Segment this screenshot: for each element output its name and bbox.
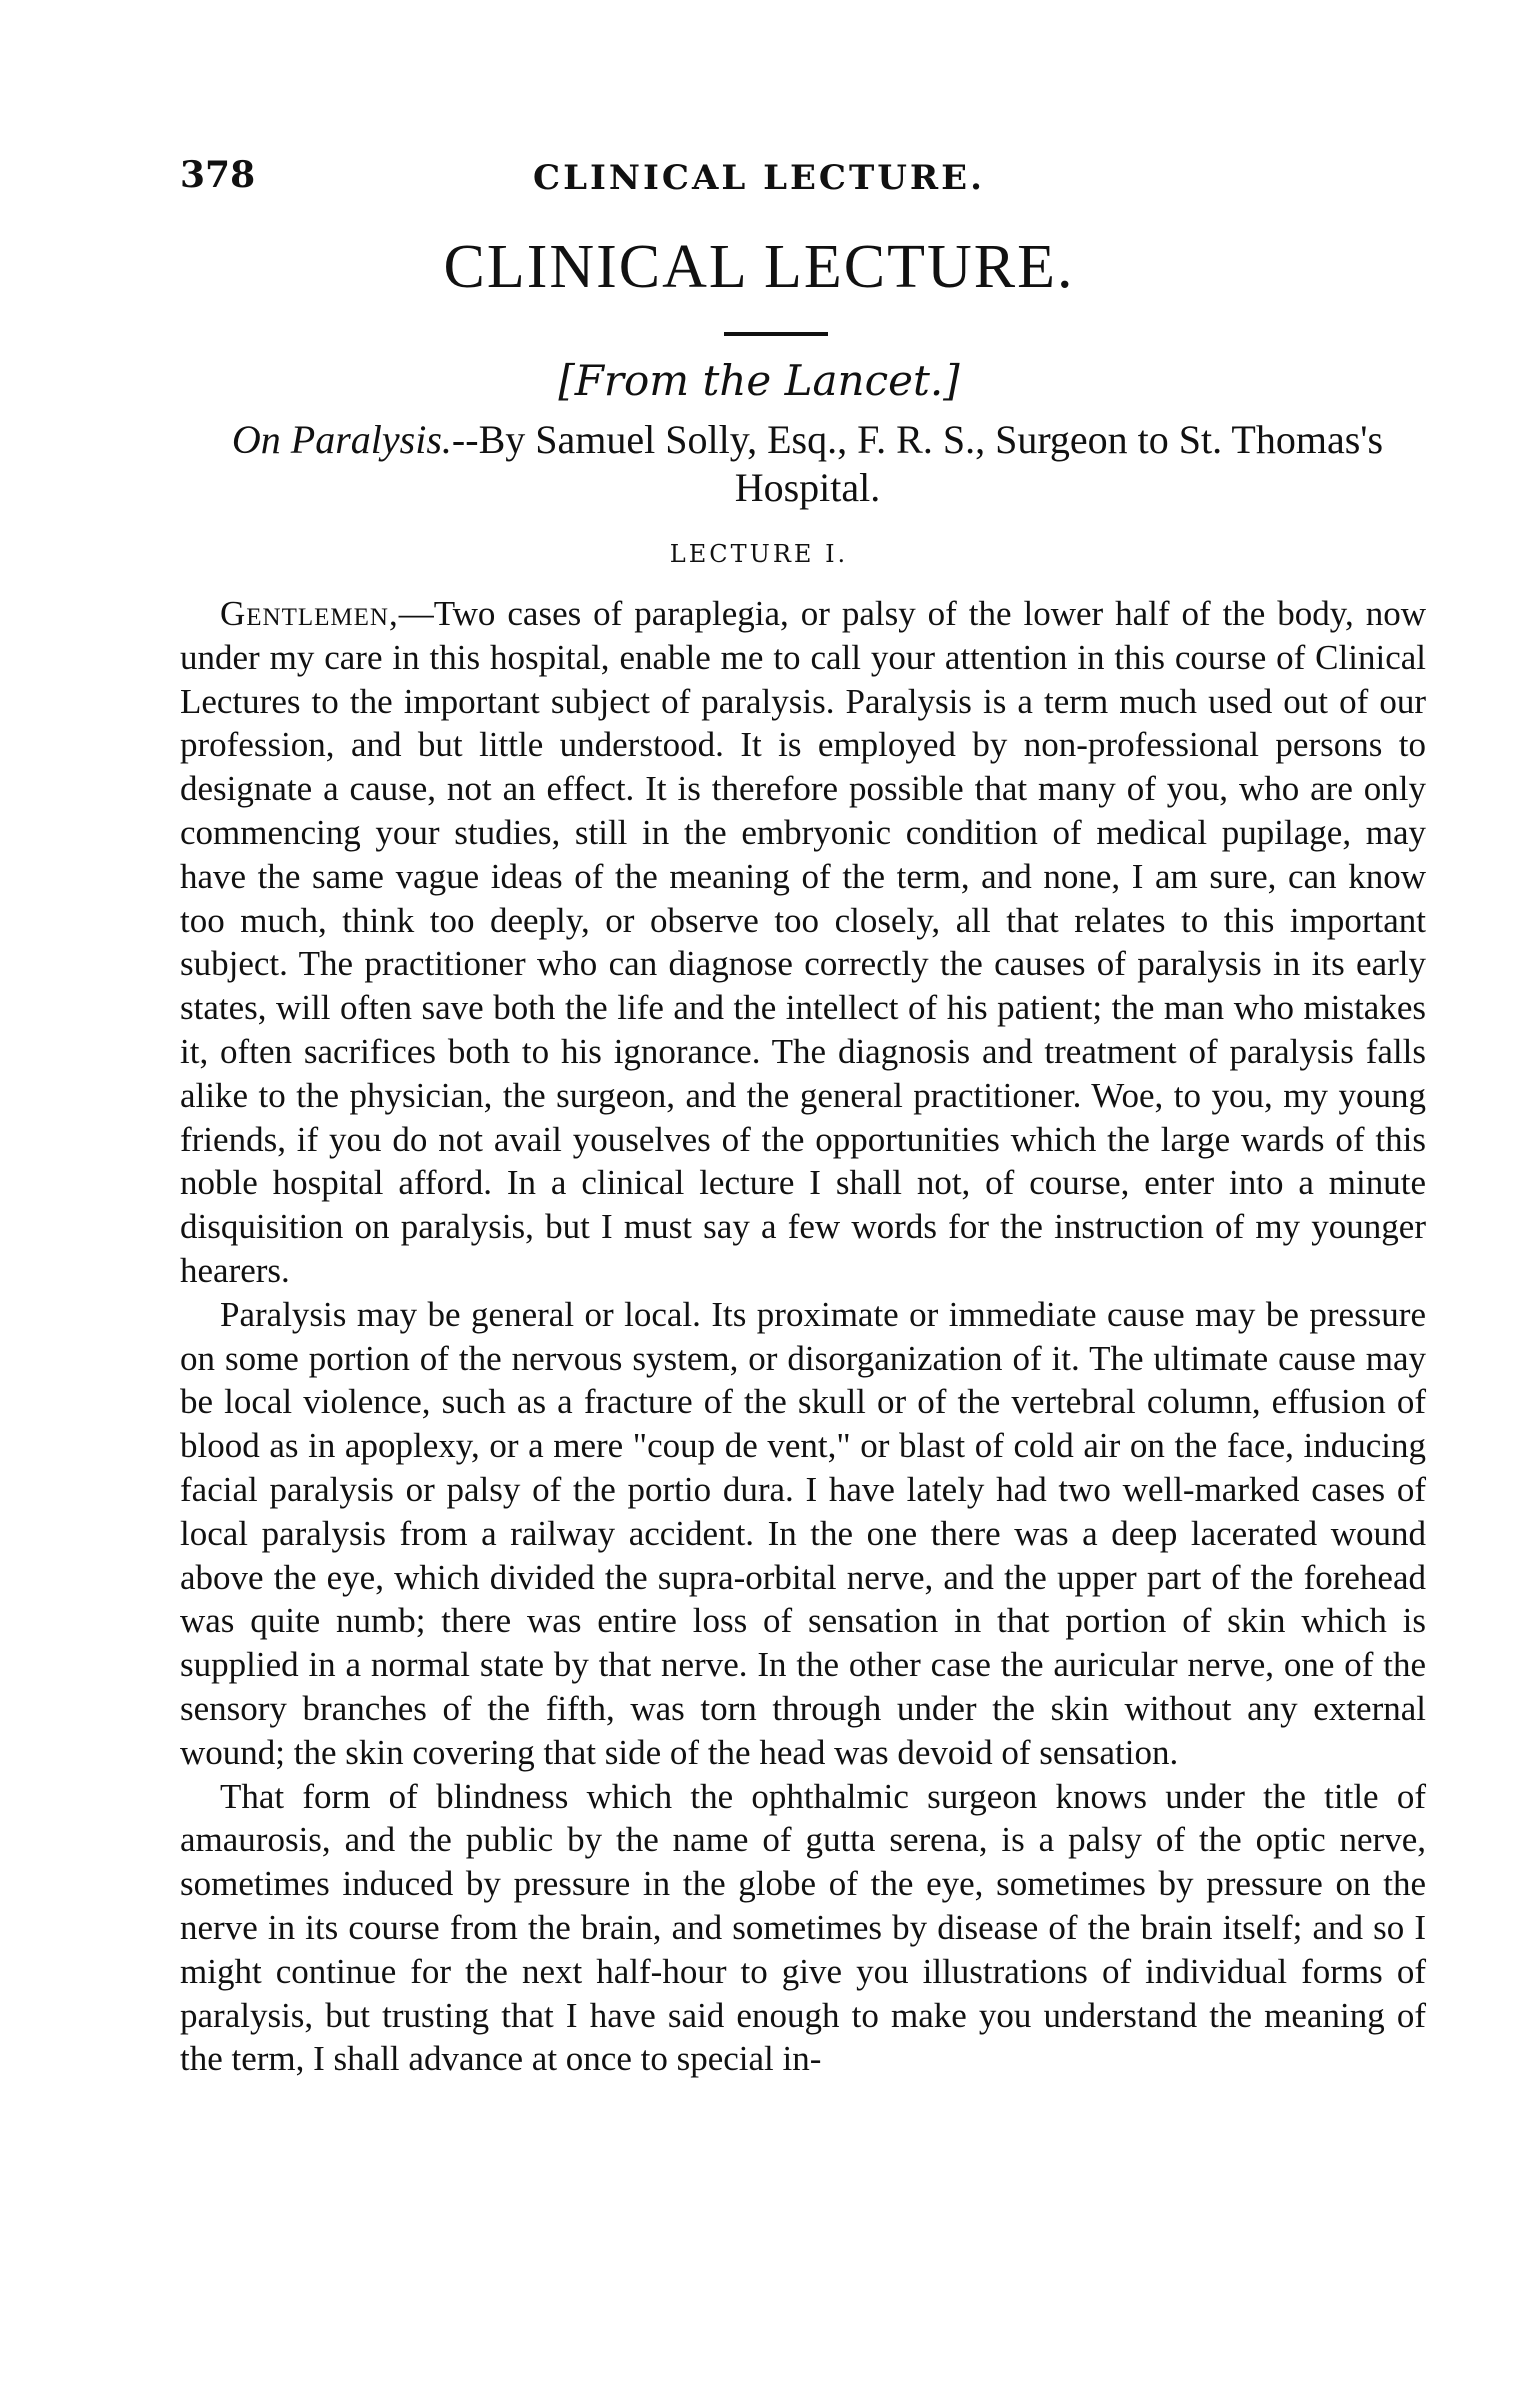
article-title: CLINICAL LECTURE. xyxy=(443,233,1075,301)
lecture-number: LECTURE I. xyxy=(669,540,849,568)
paragraph-1-text: —Two cases of paraplegia, or palsy of the lower half of the body, now under my care in this hospital, enable me to call your attention in this course of Clinical Lectures to the important subject of paralysis. Paralysis is a term much used out of our profession, and but little understood. It is employed by non-professional persons to designate a cause, not an effect. It is therefore possible that many of you, who are only commencing your studies, still in the embryonic condition of medical pupilage, may have the same vague ideas of the meaning of the term, and none, I am sure, can know too much, think too deeply, or observe too closely, all that relates to this important subject. The practitioner who can diagnose correctly the causes of paralysis in its early states, will often save both the life and the intellect of his patient; the man who mistakes it, often sacrifices both to his ignorance. The diagnosis and treatment of paralysis falls alike to the physician, the surgeon, and the general practitioner. Woe, to you, my young friends, if you do not avail youselves of the opportunities which the large wards of this noble hospital afford. In a clinical lecture I shall not, of course, enter into a minute disquisition on paralysis, but I must say a few words for the instruction of my younger hearers. xyxy=(180,594,1426,1290)
paragraph-3-text: That form of blindness which the ophthalmic surgeon knows under the title of amaurosis, and the public by the name of gutta serena, is a palsy of the optic nerve, sometimes induced by pressure in the globe of the eye, sometimes by pressure on the nerve in its course from the brain, and sometimes by disease of the brain itself; and so I might continue for the next half-hour to give you illustrations of individual forms of paralysis, but trusting that I have said enough to make you understand the meaning of the term, I shall advance at once to special in- xyxy=(180,1776,1426,2079)
paragraph-3 xyxy=(180,1775,1426,2082)
salutation: Gentlemen, xyxy=(220,594,399,633)
paragraph-2-text: Paralysis may be general or local. Its proximate or immediate cause may be pressure on some portion of the nervous system, or disorganization of it. The ultimate cause may be local violence, such as a fracture of the skull or of the vertebral column, effusion of blood as in apoplexy, or a mere "coup de vent," or blast of cold air on the face, inducing facial paralysis or palsy of the portio dura. I have lately had two well-marked cases of local paralysis from a railway accident. In the one there was a deep lacerated wound above the eye, which divided the supra-orbital nerve, and the upper part of the forehead was quite numb; there was entire loss of sensation in that portion of skin which is supplied in a normal state by that nerve. In the other case the auricular nerve, one of the sensory branches of the fifth, was torn through under the skin without any external wound; the skin covering that side of the head was devoid of sensation. xyxy=(180,1294,1426,1772)
running-head: CLINICAL LECTURE. xyxy=(533,158,985,198)
article-body xyxy=(180,592,1426,2081)
paragraph-2 xyxy=(180,1293,1426,1775)
title-divider xyxy=(724,332,828,336)
byline-topic: On Paralysis. xyxy=(231,417,452,462)
page-number: 378 xyxy=(180,154,256,196)
byline-author: --By Samuel Solly, Esq., F. R. S., Surgeon to St. Thomas's Hospital. xyxy=(451,417,1384,510)
paragraph-1 xyxy=(180,592,1426,1293)
byline xyxy=(190,416,1425,512)
source-citation: [From the Lancet.] xyxy=(558,356,960,405)
